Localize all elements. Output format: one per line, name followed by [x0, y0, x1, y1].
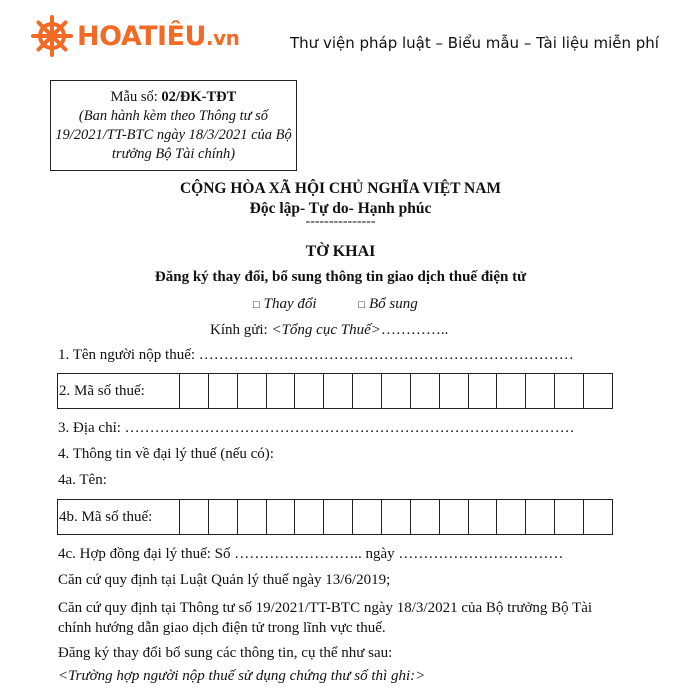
tax-code-grid — [57, 373, 613, 409]
agent-tax-code-cell[interactable] — [209, 500, 238, 534]
agent-name-field: 4a. Tên: — [58, 472, 107, 488]
tax-code-cell[interactable] — [267, 374, 296, 408]
agent-info-heading: 4. Thông tin về đại lý thuế (nếu có): — [58, 446, 274, 462]
title-divider: --------------- — [305, 214, 376, 229]
checkbox-change[interactable]: □ — [253, 299, 260, 311]
form-issued-by: (Ban hành kèm theo Thông tư số 19/2021/TT-BTC ngày 18/3/2021 của Bộ trưởng Bộ Tài chính) — [55, 108, 292, 162]
site-tagline: Thư viện pháp luật – Biểu mẫu – Tài liệu miễn phí — [290, 34, 659, 52]
document-subtitle: Đăng ký thay đổi, bổ sung thông tin giao dịch thuế điện tử — [154, 269, 527, 285]
option-change-label: Thay đổi — [263, 296, 317, 312]
tax-code-cell[interactable] — [469, 374, 498, 408]
addressee-dots: ………….. — [380, 322, 449, 338]
agent-tax-code-cell[interactable] — [267, 500, 296, 534]
national-title: CỘNG HÒA XÃ HỘI CHỦ NGHĨA VIỆT NAM — [179, 180, 502, 197]
addressee-recipient: <Tổng cục Thuế> — [271, 322, 381, 338]
tax-code-cell[interactable] — [324, 374, 353, 408]
tax-code-label: 2. Mã số thuế: — [58, 374, 180, 408]
legal-basis-2: Căn cứ quy định tại Thông tư số 19/2021/TT-BTC ngày 18/3/2021 của Bộ trưởng Bộ Tài chính hướng dẫn giao dịch điện tử trong lĩnh vực thuế. — [58, 600, 593, 636]
address-field: 3. Địa chỉ: ……………………………………………………………………………… — [58, 420, 575, 436]
agent-tax-code-cell[interactable] — [584, 500, 612, 534]
agent-tax-code-cell[interactable] — [180, 500, 209, 534]
tax-code-cell[interactable] — [209, 374, 238, 408]
addressee-line — [210, 322, 448, 339]
agent-tax-code-cell[interactable] — [238, 500, 267, 534]
agent-tax-code-grid — [57, 499, 613, 535]
addressee-prefix: Kính gửi: — [210, 322, 272, 338]
option-supplement[interactable] — [358, 296, 417, 312]
agent-tax-code-cell[interactable] — [324, 500, 353, 534]
logo-text — [77, 21, 239, 52]
tax-code-cell[interactable] — [238, 374, 267, 408]
tax-code-cell[interactable] — [382, 374, 411, 408]
tax-code-cell[interactable] — [353, 374, 382, 408]
logo-suffix: .vn — [205, 25, 240, 50]
form-code-box — [50, 80, 297, 171]
agent-tax-code-cell[interactable] — [295, 500, 324, 534]
agent-tax-code-cell[interactable] — [440, 500, 469, 534]
agent-tax-code-cell[interactable] — [382, 500, 411, 534]
tax-code-cell[interactable] — [295, 374, 324, 408]
change-type-options — [253, 296, 418, 313]
document-title: TỜ KHAI — [305, 243, 376, 260]
register-statement: Đăng ký thay đổi bổ sung các thông tin, cụ thể như sau: — [58, 645, 393, 661]
tax-code-cell[interactable] — [411, 374, 440, 408]
agent-tax-code-cell[interactable] — [469, 500, 498, 534]
tax-code-cell[interactable] — [497, 374, 526, 408]
agent-tax-code-cell[interactable] — [497, 500, 526, 534]
checkbox-supplement[interactable]: □ — [358, 299, 365, 311]
logo-name: HOATIÊU — [77, 20, 206, 52]
agent-tax-code-cell[interactable] — [555, 500, 584, 534]
form-code: 02/ĐK-TĐT — [161, 89, 237, 105]
tax-code-cell[interactable] — [555, 374, 584, 408]
option-supplement-label: Bổ sung — [368, 296, 418, 312]
agent-tax-code-cell[interactable] — [353, 500, 382, 534]
legal-basis-1: Căn cứ quy định tại Luật Quản lý thuế ngày 13/6/2019; — [58, 572, 391, 588]
tax-code-cell[interactable] — [584, 374, 612, 408]
taxpayer-name-field: 1. Tên người nộp thuế: ………………………………………………………………… — [58, 347, 574, 363]
digital-cert-note: <Trường hợp người nộp thuế sử dụng chứng thư số thì ghi:> — [58, 668, 426, 684]
national-motto: Độc lập- Tự do- Hạnh phúc — [249, 200, 432, 217]
tax-code-cell[interactable] — [180, 374, 209, 408]
agent-tax-code-cell[interactable] — [526, 500, 555, 534]
form-code-prefix: Mẫu số: — [110, 89, 162, 105]
tax-code-cell[interactable] — [440, 374, 469, 408]
tax-code-cell[interactable] — [526, 374, 555, 408]
ship-wheel-icon — [30, 14, 74, 58]
option-change[interactable] — [253, 296, 317, 312]
agent-contract-field: 4c. Hợp đồng đại lý thuế: Số …………………….. ngày …………………………… — [58, 546, 564, 562]
agent-tax-code-label: 4b. Mã số thuế: — [58, 500, 180, 534]
agent-tax-code-cell[interactable] — [411, 500, 440, 534]
form-code-line — [51, 88, 296, 107]
hoatieu-logo[interactable] — [30, 14, 239, 58]
